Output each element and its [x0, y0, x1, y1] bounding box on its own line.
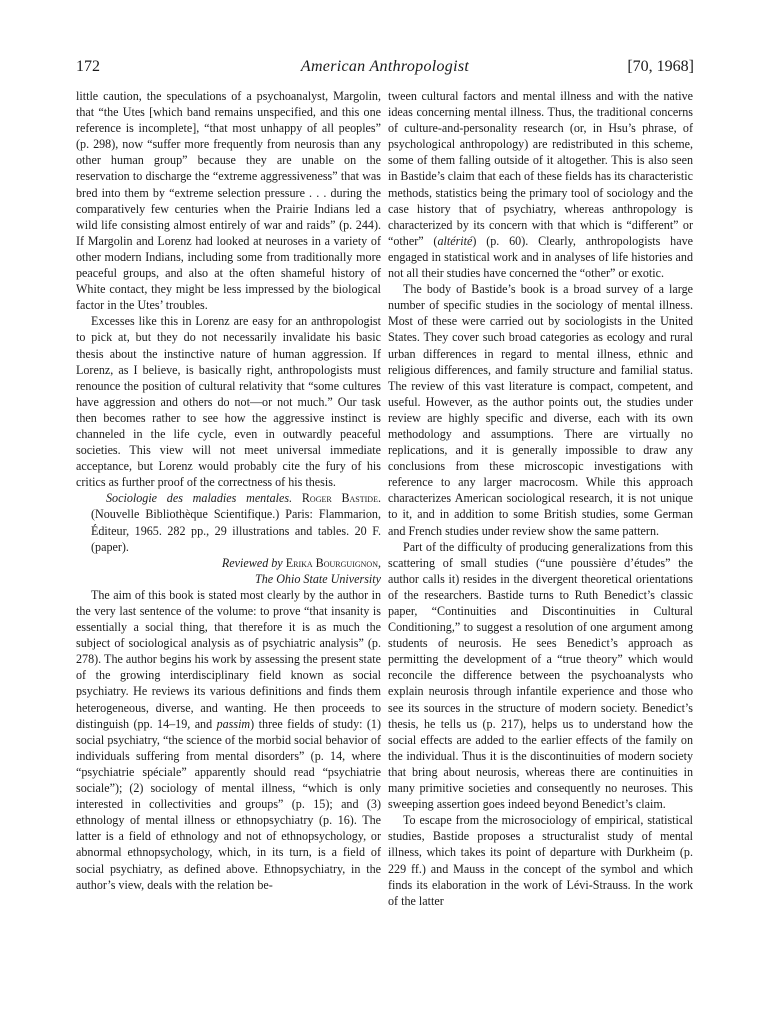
paragraph: Excesses like this in Lorenz are easy for an anthropologist to pick at, but they do not necessarily invalidate his basic thesis about the instinctive nature of human aggression. If Lorenz, as I believe, is basically right, anthropologists must renounce the position of cultural relativity that “some cultures have aggression and others do not—or not much.” Our task then becomes rather to see how the aggressive instinct is channeled in the life cycle, even in outwardly peaceful societies. This view will not meet universal immediate acceptance, but Lorenz would probably cite the fury of his critics as further proof of the correctness of his thesis. [76, 314, 381, 490]
book-details: (Nouvelle Bibliothèque Scientifique.) Paris: Flammarion, Éditeur, 1965. 282 pp., 29 illustrations and tables. 20 F. (paper). [91, 507, 381, 554]
book-citation [76, 490, 381, 554]
running-header [76, 58, 694, 80]
book-author: Roger Bastide. [301, 491, 381, 506]
left-column [76, 88, 381, 893]
paragraph: The body of Bastide’s book is a broad survey of a large number of specific studies in the sociology of mental illness. Most of these were carried out by sociologists in the United States. They cover such broad categories as ecology and rural urban differences in regard to mental illness, ethnic and religious differences, and family structure and familial status. The review of this vast literature is compact, competent, and useful. However, as the author points out, the studies under review are highly specific and diverse, each with its own methodology and assumptions. There are virtually no replications, and it is generally impossible to draw any conclusions from these microscopic investigations with reference to any larger macrocosm. While this approach characterizes American sociological research, it is not unique to it, and in addition to some British studies, some German and French studies under review show the same pattern. [388, 282, 693, 538]
paragraph: Part of the difficulty of producing generalizations from this scattering of small studies (“une poussière d’études” the author calls it) resides in the divergent theoretical orientations of the researchers. Bastide turns to Ruth Benedict’s classic paper, “Continuities and Discontinuities in Cultural Conditioning,” to suggest a resolution of one argument among students of neurosis. He sees Benedict’s approach as permitting the development of a “true theory” which would reconcile the difference between the psychoanalysts who explain neurosis through infantile experience and those who see its sources in the structure of modern society. Benedict’s thesis, he tells us (p. 217), helps us to understand how the social effects are added to the earlier effects of the family on the individual. Thus it is the discontinuities of modern society that bring about neurosis, whereas there are continuities in many primitive societies and consequently no neuroses. This sweeping assertion goes indeed beyond Benedict’s claim. [388, 539, 693, 812]
right-column [388, 88, 693, 909]
passim-italic: passim [216, 716, 251, 731]
reviewer-affiliation: The Ohio State University [255, 571, 381, 586]
volume-year: [70, 1968] [627, 58, 694, 75]
paragraph: The aim of this book is stated most clearly by the author in the very last sentence of the volume: to prove “that insanity is essentially a social thing, that therefore it is as much the subject of sociological analysis as of psychiatric analysis” (p. 278). The author begins his work by assessing the present state of the growing interdisciplinary field known as social psychiatry. He reviews its various definitions and finds them heterogeneous, diverse, and wanting. He then proceeds to distinguish (pp. 14–19, and passim) three fields of study: (1) social psychiatry, “the science of the morbid social behavior of individuals suffering from mental disorders” (p. 14, where “psychiatrie spéciale” apparently should read “psychiatrie sociale”); (2) sociology of mental illness, “which is only interested in collectivities and groups” (p. 15); and (3) ethnology of mental illness or ethnopsychiatry (p. 16). The latter is a field of ethnology and not of ethnopsychology, or abnormal ethnopsychology, which, in its turn, is a field of social psychiatry, as defined above. Ethnopsychiatry, in the author’s view, deals with the relation be- [76, 587, 381, 892]
page-number: 172 [76, 58, 100, 75]
journal-title: American Anthropologist [300, 58, 470, 75]
paragraph: little caution, the speculations of a psychoanalyst, Margolin, that “the Utes [which band remains unspecified, and this one reference is incomplete], “that most unhappy of all peoples” (p. 298), now “suffer more frequently from neurosis than any other human group” because they are unable on the reservation to discharge the “extreme aggressiveness” that was bred into them by “extreme selection pressure . . . during the comparatively few centuries when the Prairie Indians led a wild life consisting almost entirely of war and raids” (p. 244). If Margolin and Lorenz had looked at neuroses in a variety of other modern Indians, including some from traditionally more peaceful groups, and also at the often shameful history of White contact, they might be less impressed by the biological factor in the Utes’ troubles. [76, 89, 381, 313]
alterite-italic: altérité [437, 233, 473, 248]
paragraph: To escape from the microsociology of empirical, statistical studies, Bastide proposes a structuralist study of mental illness, which takes its point of departure with Durkheim (p. 229 ff.) and Mauss in the concept of the symbol and which finds its elaboration in the work of Lévi-Strauss. In the work of the latter [388, 813, 693, 908]
reviewer-line [76, 555, 381, 571]
reviewed-by-label: Reviewed by [221, 555, 283, 570]
book-title: Sociologie des maladies mentales. [106, 491, 293, 506]
reviewer-name: Erika Bourguignon, [285, 555, 381, 570]
paragraph: tween cultural factors and mental illness and with the native ideas concerning mental illness. Thus, the traditional concerns of culture-and-personality research (or, in Hsu’s phrase, of psychological anthropology) are redistributed in this scheme, some of them falling outside of it altogether. This is also seen in Bastide’s claim that each of these fields has its characteristic methods, statistics being the primary tool of sociology and the case history that of psychiatry, whereas anthropology is characterized by its concern with that which is “different” or “other” (altérité) (p. 60). Clearly, anthropologists have engaged in statistical work and in analyses of life histories and not all their studies have concerned the “other” or exotic. [388, 89, 693, 281]
